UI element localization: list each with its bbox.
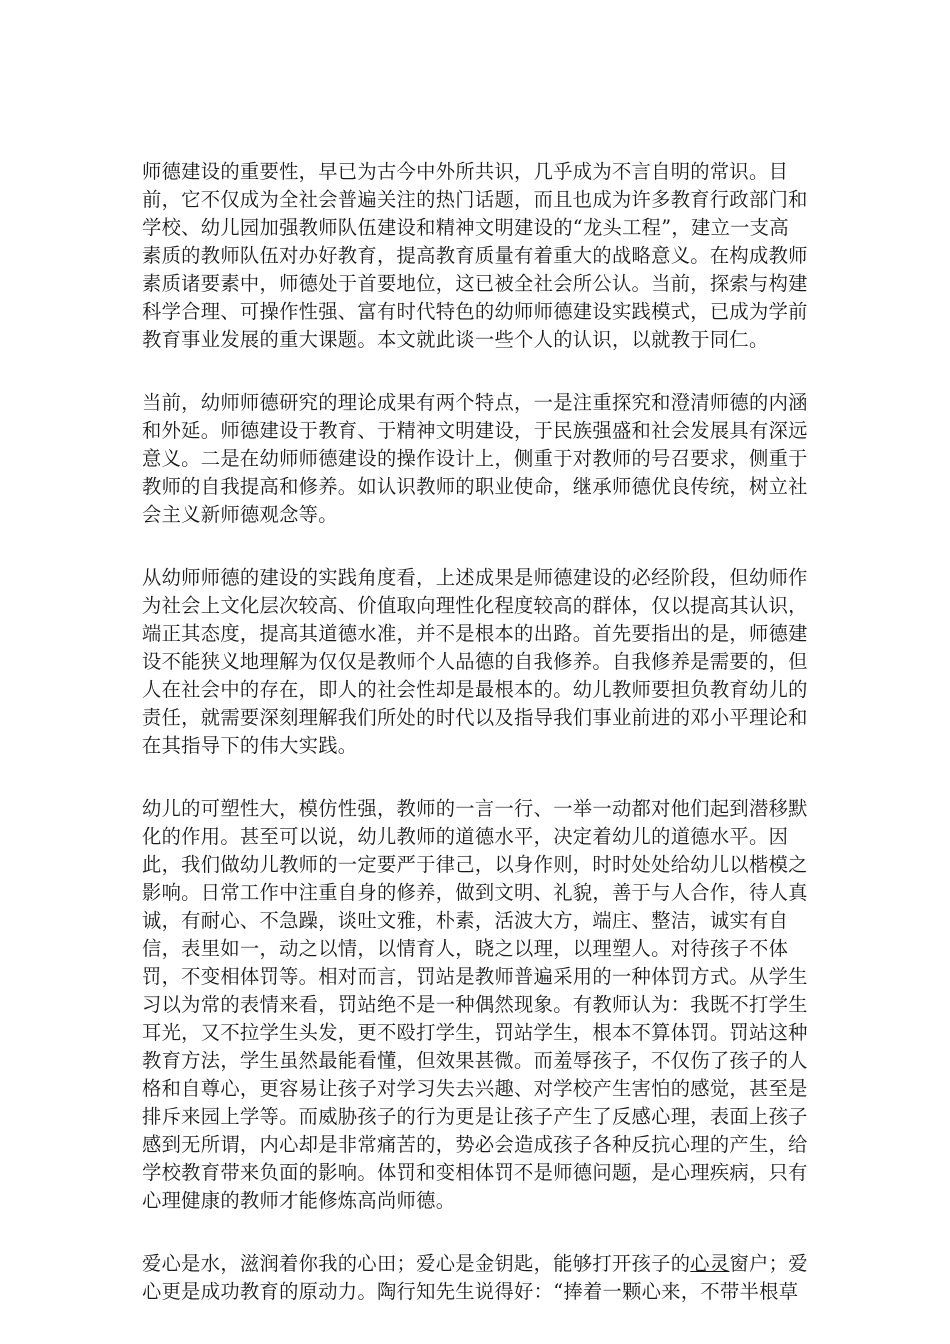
text-line: 素质诸要素中，师德处于首要地位，这已被全社会所公认。当前，探索与构建 [142, 272, 808, 295]
text-line: 在其指导下的伟大实践。 [142, 734, 358, 757]
text-line: 感到无所谓，内心却是非常痛苦的，势必会造成孩子各种反抗心理的产生，给 [142, 1133, 808, 1156]
text-line: 排斥来园上学等。而威胁孩子的行为更是让孩子产生了反感心理，表面上孩子 [142, 1105, 808, 1128]
xinling-link[interactable]: 心灵 [690, 1252, 730, 1275]
text-line: 当前，幼师师德研究的理论成果有两个特点，一是注重探究和澄清师德的内涵 [142, 391, 808, 414]
text-line: 幼儿的可塑性大，模仿性强，教师的一言一行、一举一动都对他们起到潜移默 [142, 797, 808, 820]
paragraph-2 [142, 389, 808, 529]
text-line: 信，表里如一，动之以情，以情育人，晓之以理，以理塑人。对待孩子不体 [142, 937, 789, 960]
text-line: 化的作用。甚至可以说，幼儿教师的道德水平，决定着幼儿的道德水平。因 [142, 825, 789, 848]
text-line: 习以为常的表情来看，罚站绝不是一种偶然现象。有教师认为：我既不打学生 [142, 993, 808, 1016]
text-line: 为社会上文化层次较高、价值取向理性化程度较高的群体，仅以提高其认识， [142, 594, 808, 617]
text-line: 学校教育带来负面的影响。体罚和变相体罚不是师德问题，是心理疾病，只有 [142, 1161, 808, 1184]
text-line: 设不能狭义地理解为仅仅是教师个人品德的自我修养。自我修养是需要的，但 [142, 650, 808, 673]
text-line: 心理健康的教师才能修炼高尚师德。 [142, 1189, 456, 1212]
text-segment: 爱心是水，滋润着你我的心田；爱心是金钥匙，能够打开孩子的 [142, 1252, 691, 1275]
text-line: 教育事业发展的重大课题。本文就此谈一些个人的认识，以就教于同仁。 [142, 328, 769, 351]
text-line: 素质的教师队伍对办好教育，提高教育质量有着重大的战略意义。在构成教师 [142, 244, 808, 267]
text-line: 心更是成功教育的原动力。陶行知先生说得好：“捧着一颗心来，不带半根草 [142, 1280, 799, 1303]
text-line: 罚，不变相体罚等。相对而言，罚站是教师普遍采用的一种体罚方式。从学生 [142, 965, 808, 988]
text-line: 学校、幼儿园加强教师队伍建设和精神文明建设的“龙头工程”，建立一支高 [142, 216, 789, 239]
document-page [142, 158, 808, 1341]
text-segment: 窗户；爱 [729, 1252, 808, 1275]
paragraph-4 [142, 795, 808, 1215]
text-line: 教育方法，学生虽然最能看懂，但效果甚微。而羞辱孩子，不仅伤了孩子的人 [142, 1049, 808, 1072]
text-line: 教师的自我提高和修养。如认识教师的职业使命，继承师德优良传统，树立社 [142, 475, 808, 498]
text-line: 影响。日常工作中注重自身的修养，做到文明、礼貌，善于与人合作，待人真 [142, 881, 808, 904]
text-line: 意义。二是在幼师师德建设的操作设计上，侧重于对教师的号召要求，侧重于 [142, 447, 808, 470]
paragraph-1 [142, 158, 808, 354]
paragraph-3 [142, 564, 808, 760]
text-line: 科学合理、可操作性强、富有时代特色的幼师师德建设实践模式，已成为学前 [142, 300, 808, 323]
text-line: 师德建设的重要性，早已为古今中外所共识，几乎成为不言自明的常识。目 [142, 160, 789, 183]
text-line: 前，它不仅成为全社会普遍关注的热门话题，而且也成为许多教育行政部门和 [142, 188, 808, 211]
text-line: 耳光，又不拉学生头发，更不殴打学生，罚站学生，根本不算体罚。罚站这种 [142, 1021, 808, 1044]
text-line: 和外延。师德建设于教育、于精神文明建设，于民族强盛和社会发展具有深远 [142, 419, 808, 442]
text-line: 从幼师师德的建设的实践角度看，上述成果是师德建设的必经阶段，但幼师作 [142, 566, 808, 589]
text-line: 此，我们做幼儿教师的一定要严于律己，以身作则，时时处处给幼儿以楷模之 [142, 853, 808, 876]
text-line: 会主义新师德观念等。 [142, 503, 338, 526]
text-line: 端正其态度，提高其道德水准，并不是根本的出路。首先要指出的是，师德建 [142, 622, 808, 645]
text-line: 诚，有耐心、不急躁，谈吐文雅，朴素，活波大方，端庄、整洁，诚实有自 [142, 909, 789, 932]
text-line: 人在社会中的存在，即人的社会性却是最根本的。幼儿教师要担负教育幼儿的 [142, 678, 808, 701]
text-line [142, 1250, 808, 1278]
text-line: 格和自尊心，更容易让孩子对学习失去兴趣、对学校产生害怕的感觉，甚至是 [142, 1077, 808, 1100]
text-line: 责任，就需要深刻理解我们所处的时代以及指导我们事业前进的邓小平理论和 [142, 706, 808, 729]
paragraph-5 [142, 1250, 808, 1306]
